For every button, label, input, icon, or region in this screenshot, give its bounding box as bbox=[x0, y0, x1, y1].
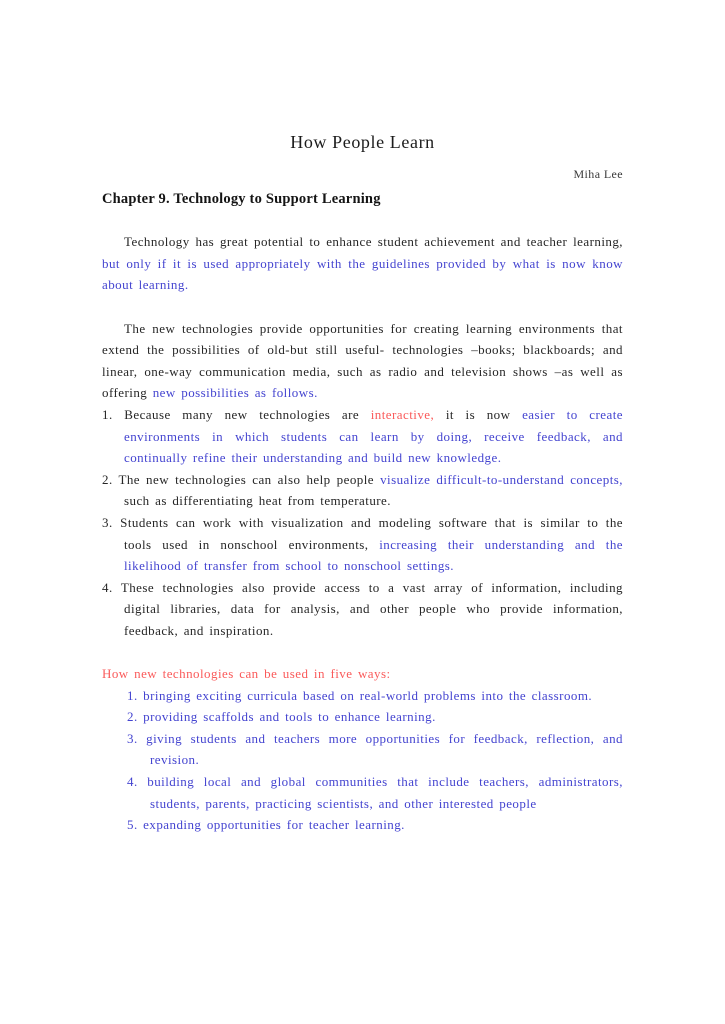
text-segment-black: The new technologies provide opportunities for creating learning environments that extend the possibilities of old-but still useful- technologies –books; blackboards; and linear, one-way communication media, such as radio and television shows –as well as offering bbox=[102, 320, 623, 401]
text-segment-blue: visualize difficult-to-understand concepts, bbox=[380, 471, 623, 487]
inner-item bbox=[127, 814, 623, 836]
document-content bbox=[102, 231, 623, 836]
text-segment-black: Technology has great potential to enhance student achievement and teacher learning, bbox=[124, 234, 623, 250]
list-item bbox=[102, 404, 623, 469]
heading-red bbox=[102, 663, 623, 685]
paragraph bbox=[102, 318, 623, 404]
text-segment-red: How new technologies can be used in five ways: bbox=[102, 666, 391, 682]
inner-item bbox=[127, 728, 623, 771]
list-item bbox=[102, 577, 623, 642]
author-byline: Miha Lee bbox=[573, 167, 623, 181]
text-segment-black: 2. The new technologies can also help people bbox=[102, 471, 381, 487]
inner-item bbox=[127, 771, 623, 814]
text-segment-black: such as differentiating heat from temperature. bbox=[124, 493, 391, 509]
text-segment-blue: 5. expanding opportunities for teacher learning. bbox=[127, 817, 405, 833]
text-segment-black: 4. These technologies also provide access to a vast array of information, including digital libraries, data for analysis, and other people who provide information, feedback, and inspiration. bbox=[102, 579, 623, 638]
list-item bbox=[102, 469, 623, 512]
text-segment-blue: easier to create environments in which students can learn by doing, receive feedback, and continually refine their understanding and build new knowledge. bbox=[124, 406, 624, 466]
text-segment-black: 1. Because many new technologies are bbox=[102, 406, 371, 422]
text-segment-red: interactive, bbox=[370, 406, 435, 422]
inner-item bbox=[127, 706, 623, 728]
document-title: How People Learn bbox=[290, 132, 435, 152]
inner-item bbox=[127, 685, 623, 707]
text-segment-blue: 3. giving students and teachers more opportunities for feedback, reflection, and revision. bbox=[127, 730, 623, 768]
text-segment-black: 3. Students can work with visualization and modeling software that is similar to the tools used in nonschool environments, bbox=[102, 514, 623, 552]
text-segment-black: it is now bbox=[434, 406, 523, 422]
list-item bbox=[102, 512, 623, 577]
text-segment-blue: new possibilities as follows. bbox=[152, 385, 318, 401]
chapter-heading: Chapter 9. Technology to Support Learning bbox=[102, 190, 381, 207]
paragraph bbox=[102, 231, 623, 296]
text-segment-blue: 2. providing scaffolds and tools to enhance learning. bbox=[127, 709, 436, 725]
text-segment-blue: 4. building local and global communities that include teachers, administrators, students, parents, practicing scientists, and other interested people bbox=[127, 774, 623, 811]
text-segment-blue: but only if it is used appropriately with the guidelines provided by what is now know about learning. bbox=[102, 255, 623, 293]
text-segment-blue: increasing their understanding and the likelihood of transfer from school to nonschool settings. bbox=[124, 536, 623, 574]
text-segment-blue: 1. bringing exciting curricula based on real-world problems into the classroom. bbox=[127, 687, 593, 703]
